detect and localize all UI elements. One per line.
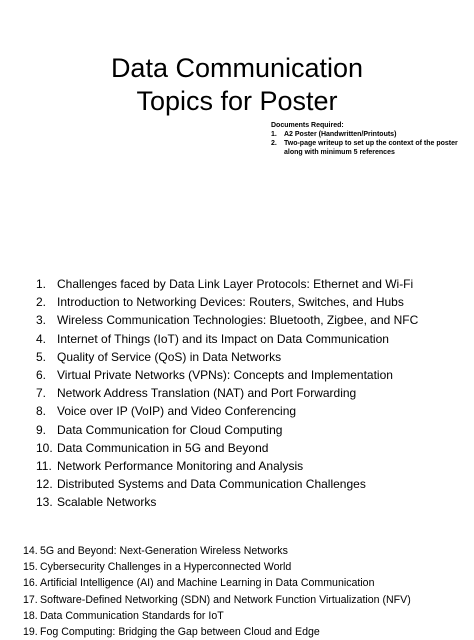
topic-item [36,457,466,475]
topic-number: 4. [36,331,47,346]
topic-text: Data Communication for Cloud Computing [57,422,283,437]
topic-item [36,275,466,293]
topic-number: 1. [36,277,47,291]
topic-text: Wireless Communication Technologies: Bluetooth, Zigbee, and NFC [57,313,419,328]
topic-number: 11. [36,459,52,474]
topic-number: 8. [36,404,47,419]
topic-text: Network Performance Monitoring and Analysis [57,459,304,474]
topic-list-main [36,275,466,512]
topic-item [23,608,473,624]
topic-text: Data Communication in 5G and Beyond [57,440,269,455]
topic-text: Challenges faced by Data Link Layer Protocols: Ethernet and Wi-Fi [57,277,414,291]
topic-text: 5G and Beyond: Next-Generation Wireless Networks [40,545,288,557]
topic-text: Fog Computing: Bridging the Gap between Cloud and Edge [40,626,320,639]
topic-number: 15. [23,561,38,574]
topic-number: 5. [36,349,47,364]
topic-item [23,559,473,575]
documents-heading: Documents Required: [271,122,344,129]
topic-item [36,330,466,348]
topic-list-extra [23,543,473,640]
topic-number: 7. [36,386,47,401]
topic-item [23,592,473,608]
topic-number: 9. [36,422,47,437]
topic-text: Scalable Networks [57,495,157,510]
topic-item [36,293,466,311]
topic-number: 6. [36,368,47,383]
topic-item [36,402,466,420]
topic-number: 17. [23,593,38,606]
topic-text: Cybersecurity Challenges in a Hyperconnected World [40,561,292,574]
topic-item [36,311,466,329]
topic-number: 18. [23,609,38,622]
page-title [0,52,474,118]
document-item [271,130,471,139]
topic-item [36,421,466,439]
topic-item [36,439,466,457]
topic-number: 10. [36,440,53,455]
topic-item [36,493,466,511]
topic-number: 14. [23,545,38,557]
topic-text: Quality of Service (QoS) in Data Networks [57,349,282,364]
document-item-number: 2. [271,140,277,147]
topic-item [23,624,473,640]
documents-required [271,121,471,157]
topic-item [36,348,466,366]
topic-number: 3. [36,313,47,328]
topic-text: Network Address Translation (NAT) and Port Forwarding [57,386,357,401]
document-item-text: Two-page writeup to set up the context of the poster along with minimum 5 references [284,140,458,156]
topic-item [36,366,466,384]
topic-text: Artificial Intelligence (AI) and Machine Learning in Data Communication [40,577,375,590]
document-item-text: A2 Poster (Handwritten/Printouts) [284,131,397,138]
topic-number: 16. [23,577,38,590]
topic-item [23,543,473,559]
topic-item [36,384,466,402]
topic-item [23,575,473,591]
topic-number: 13. [36,495,53,510]
topic-text: Voice over IP (VoIP) and Video Conferencing [57,404,297,419]
document-item [271,139,471,157]
title-line-2: Topics for Poster [136,86,338,116]
topic-number: 19. [23,626,38,639]
topic-text: Virtual Private Networks (VPNs): Concepts and Implementation [57,368,393,383]
topic-text: Data Communication Standards for IoT [40,609,224,622]
title-line-1: Data Communication [110,53,364,83]
topic-text: Internet of Things (IoT) and its Impact on Data Communication [57,331,389,346]
document-item-number: 1. [271,131,277,138]
topic-text: Distributed Systems and Data Communication Challenges [57,477,366,492]
topic-text: Software-Defined Networking (SDN) and Network Function Virtualization (NFV) [40,593,411,606]
topic-number: 12. [36,477,53,492]
topic-number: 2. [36,295,47,310]
topic-item [36,475,466,493]
topic-text: Introduction to Networking Devices: Routers, Switches, and Hubs [57,295,404,310]
